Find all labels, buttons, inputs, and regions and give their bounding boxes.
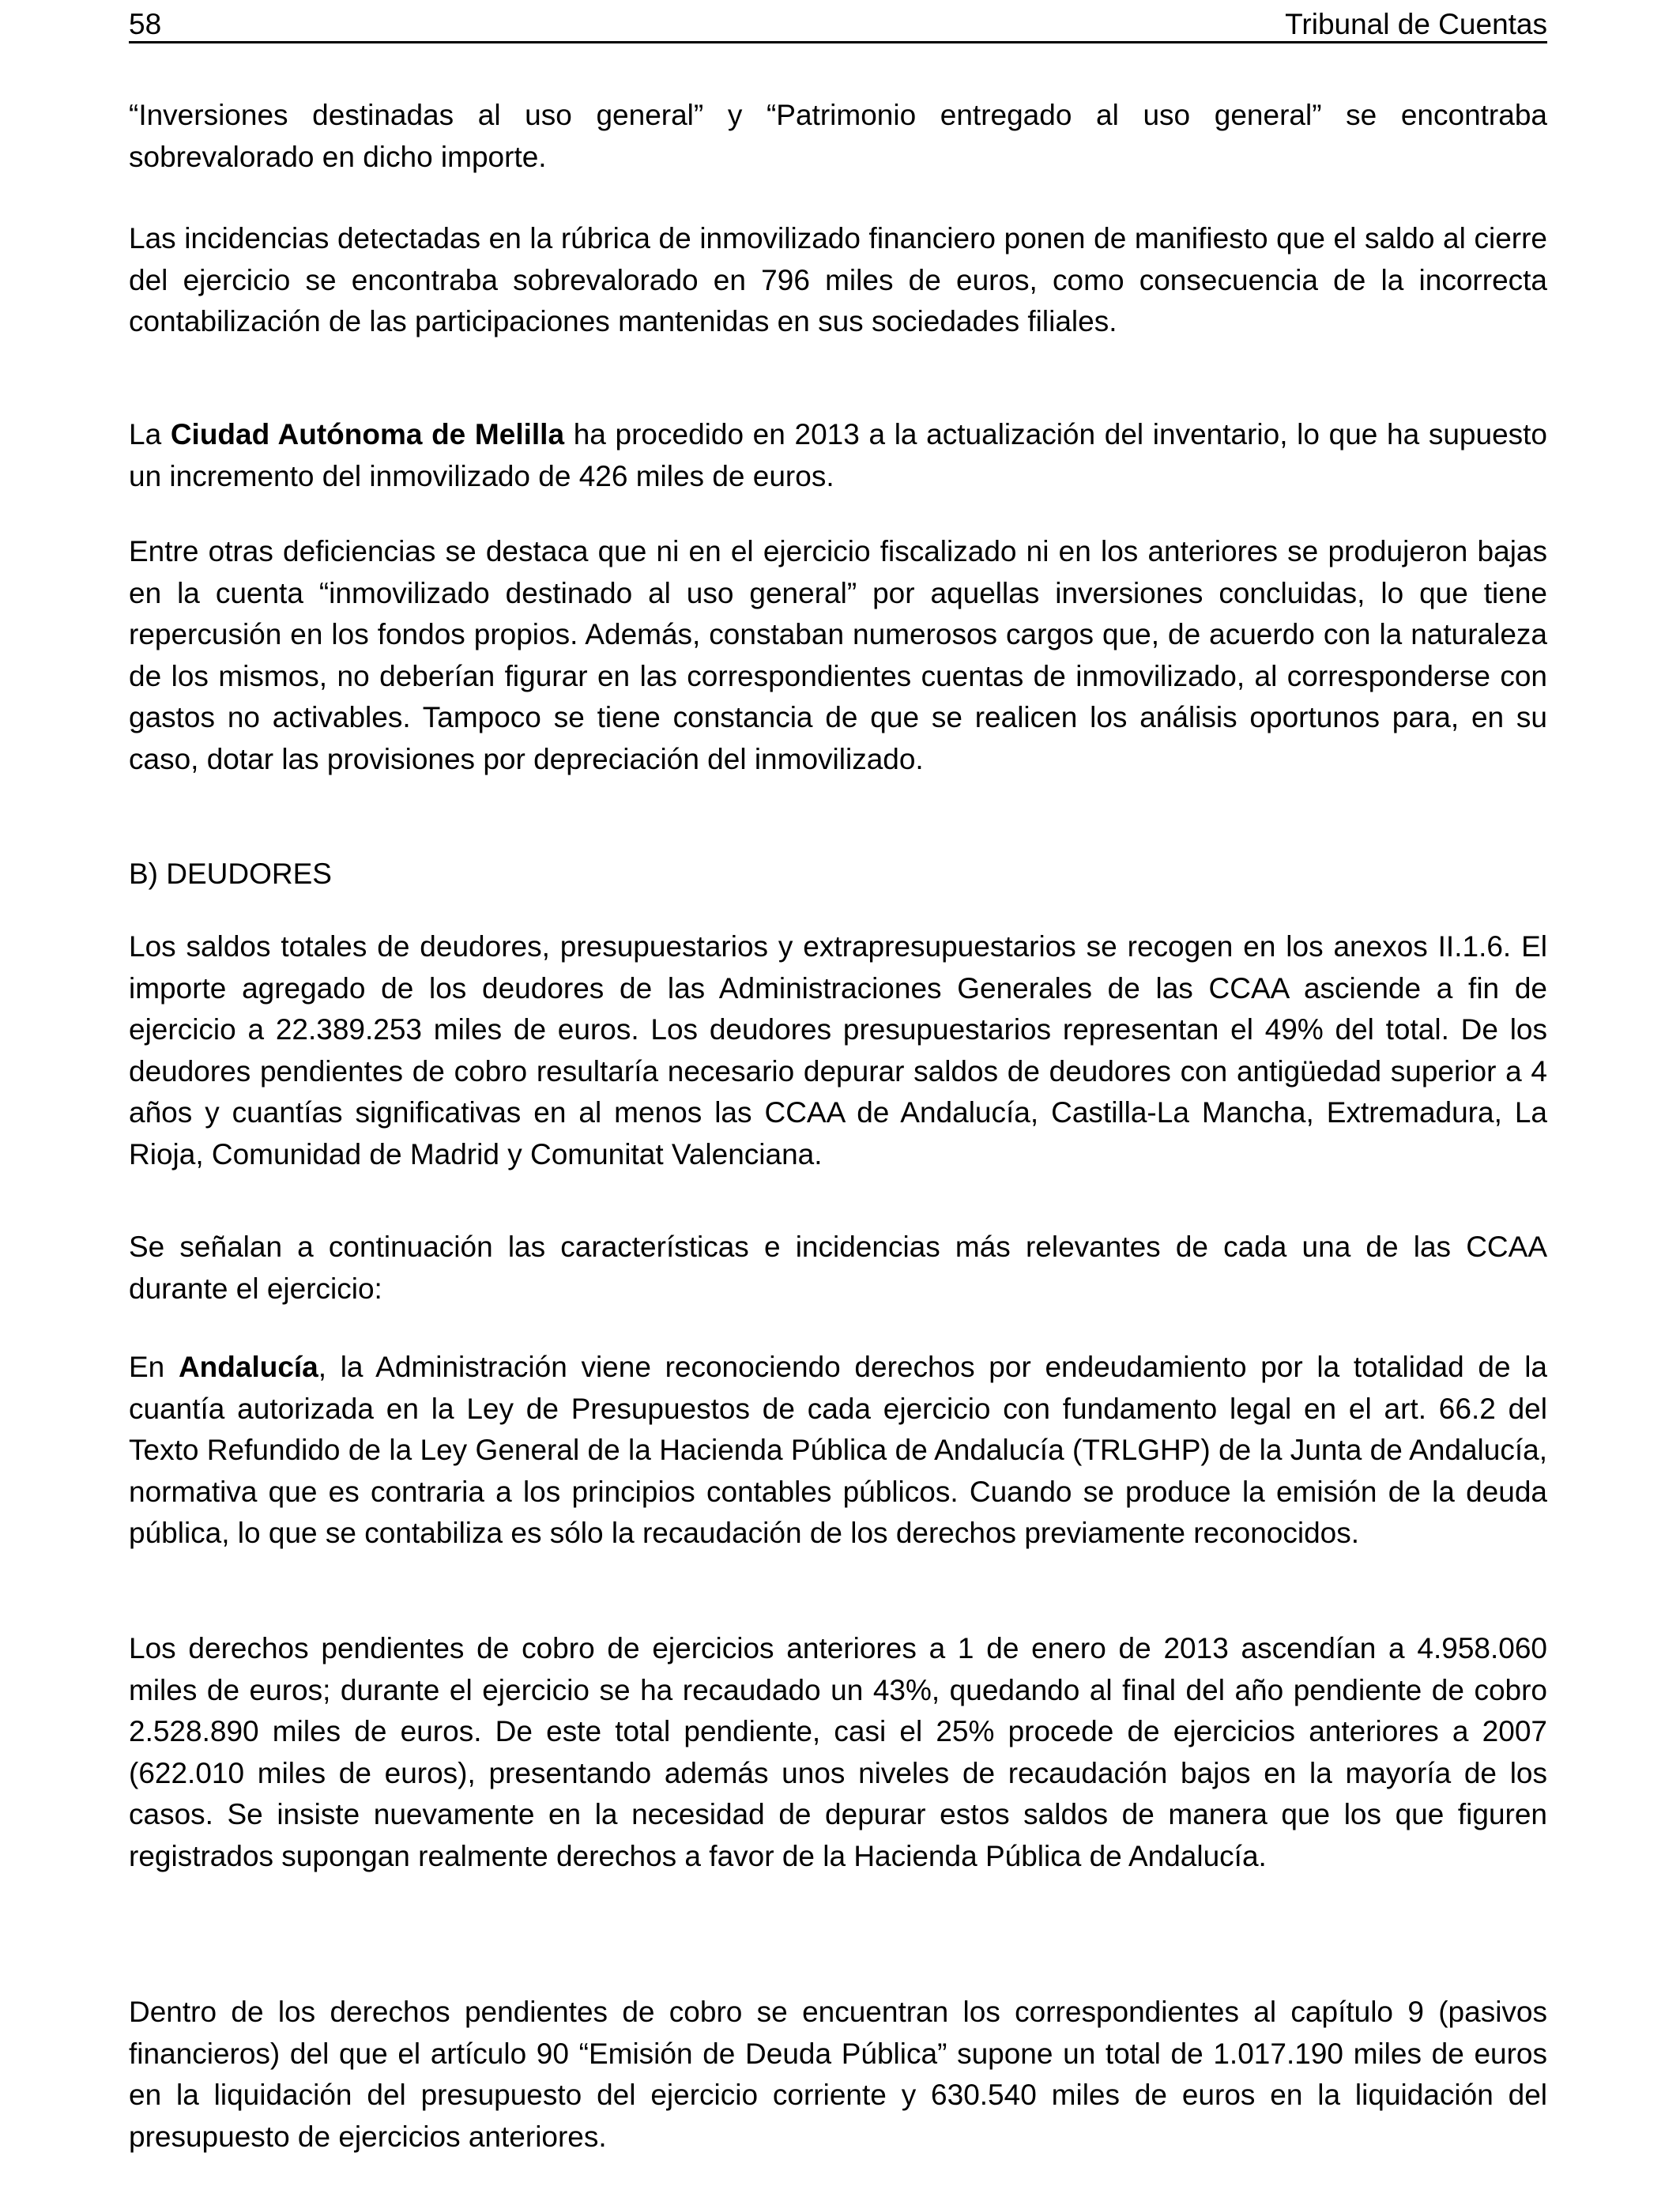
paragraph-saldos-deudores: Los saldos totales de deudores, presupuestarios y extrapresupuestarios se recogen en los anexos II.1.6. El importe agregado de los deudores de las Administraciones Generales de las CCAA asciende a fin de ejercicio a 22.389.253 miles de euros. Los deudores presupuestarios representan el 49% del total. De los deudores pendientes de cobro resultaría necesario depurar saldos de deudores con antigüedad superior a 4 años y cuantías significativas en al menos las CCAA de Andalucía, Castilla-La Mancha, Extremadura, La Rioja, Comunidad de Madrid y Comunitat Valenciana. — [129, 930, 1547, 1171]
paragraph-deficiencias: Entre otras deficiencias se destaca que ni en el ejercicio fiscalizado ni en los anteriores se produjeron bajas en la cuenta “inmovilizado destinado al uso general” por aquellas inversiones concluidas, lo que tiene repercusión en los fondos propios. Además, constaban numerosos cargos que, de acuerdo con la naturaleza de los mismos, no deberían figurar en las correspondientes cuentas de inmovilizado, al corresponderse con gastos no activables. Tampoco se tiene constancia de que se realicen los análisis oportunos para, en su caso, dotar las provisiones por depreciación del inmovilizado. — [129, 535, 1547, 775]
paragraph-melilla — [129, 414, 1547, 497]
section-heading-deudores: B) DEUDORES — [129, 858, 332, 890]
page-number: 58 — [129, 8, 162, 40]
document-page — [129, 0, 1547, 2194]
paragraph-melilla-text: ha procedido en 2013 a la actualización del inventario, lo que ha supuesto un incremento del inmovilizado de 426 miles de euros. — [129, 418, 1548, 492]
paragraph-melilla-lead: La — [129, 418, 171, 450]
paragraph-inversiones: “Inversiones destinadas al uso general” y “Patrimonio entregado al uso general” se encontraba sobrevalorado en dicho importe. — [129, 99, 1547, 173]
paragraph-inmovilizado-financiero: Las incidencias detectadas en la rúbrica de inmovilizado financiero ponen de manifiesto que el saldo al cierre del ejercicio se encontraba sobrevalorado en 796 miles de euros, como consecuencia de la incorrecta contabilización de las participaciones mantenidas en sus sociedades filiales. — [129, 222, 1547, 337]
andalucia-name: Andalucía — [178, 1351, 318, 1383]
paragraph-andalucia-lead: En — [129, 1351, 179, 1383]
melilla-name: Ciudad Autónoma de Melilla — [170, 418, 565, 450]
page-header — [129, 5, 1547, 43]
header-title: Tribunal de Cuentas — [1285, 8, 1547, 40]
paragraph-caracteristicas: Se señalan a continuación las características e incidencias más relevantes de cada una de las CCAA durante el ejercicio: — [129, 1231, 1547, 1305]
paragraph-andalucia-text: , la Administración viene reconociendo derechos por endeudamiento por la totalidad de la cuantía autorizada en la Ley de Presupuestos de cada ejercicio con fundamento legal en el art. 66.2 del Texto Refundido de la Ley General de la Hacienda Pública de Andalucía (TRLGHP) de la Junta de Andalucía, normativa que es contraria a los principios contables públicos. Cuando se produce la emisión de la deuda pública, lo que se contabiliza es sólo la recaudación de los derechos previamente reconocidos. — [129, 1351, 1547, 1549]
paragraph-derechos-pendientes: Los derechos pendientes de cobro de ejercicios anteriores a 1 de enero de 2013 ascendían a 4.958.060 miles de euros; durante el ejercicio se ha recaudado un 43%, quedando al final del año pendiente de cobro 2.528.890 miles de euros. De este total pendiente, casi el 25% procede de ejercicios anteriores a 2007 (622.010 miles de euros), presentando además unos niveles de recaudación bajos en la mayoría de los casos. Se insiste nuevamente en la necesidad de depurar estos saldos de manera que los que figuren registrados supongan realmente derechos a favor de la Hacienda Pública de Andalucía. — [129, 1632, 1547, 1872]
paragraph-capitulo-9: Dentro de los derechos pendientes de cobro se encuentran los correspondientes al capítulo 9 (pasivos financieros) del que el artículo 90 “Emisión de Deuda Pública” supone un total de 1.017.190 miles de euros en la liquidación del presupuesto del ejercicio corriente y 630.540 miles de euros en la liquidación del presupuesto de ejercicios anteriores. — [129, 1996, 1547, 2153]
paragraph-andalucia — [129, 1347, 1547, 1555]
